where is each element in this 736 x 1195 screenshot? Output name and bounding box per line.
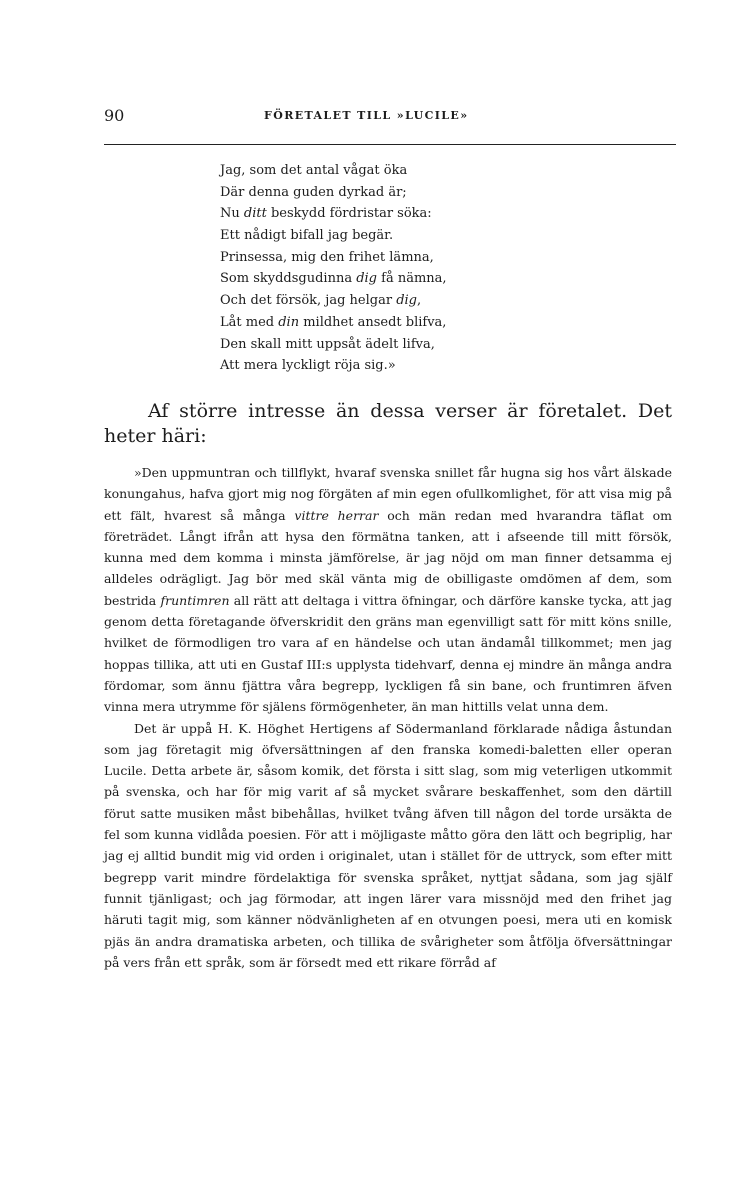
poem-line: Som skyddsgudinna dig få nämna,: [220, 271, 447, 287]
poem-line: Nu ditt beskydd fördristar söka:: [220, 206, 432, 222]
intro-paragraph: Af större intresse än dessa verser är företalet. Det heter häri:: [104, 400, 672, 447]
running-head: FÖRETALET TILL »LUCILE»: [264, 109, 469, 122]
poem-line: Låt med din mildhet ansedt blifva,: [220, 314, 447, 330]
poem-line: Den skall mitt uppsåt ädelt lifva,: [220, 336, 435, 352]
body-paragraph: Det är uppå H. K. Höghet Hertigens af Södermanland förklarade nådiga åstundan som jag företagit mig öfversättningen af den franska komedi-baletten eller operan Lucile. Detta arbete är, såsom komik, det första i sitt slag, som mig veterligen utkommit på svenska, och har för mig varit af så mycket svårare beskaffenhet, som den därtill förut satte musiken måst bibehållas, hvilket tvång äfven till någon del torde ursäkta de fel som kunna vidlåda poesien. För att i möjligaste måtto göra den lätt och begriplig, har jag ej alltid bundit mig vid orden i originalet, utan i stället för de uttryck, som efter mitt begrepp varit mindre fördelaktiga för svenska språket, nyttjat sådana, som jag själf funnit tjänligast; och jag förmodar, att ingen lärer vara missnöjd med den frihet jag häruti tagit mig, som känner nödvänligheten af en otvungen poesi, mera uti en komisk pjäs än andra dramatiska arbeten, och tillika de svårigheter som åtfölja öfversättningar på vers från ett språk, som är försedt med ett rikare förråd af: [104, 720, 672, 970]
poem-line: Och det försök, jag helgar dig,: [220, 293, 422, 309]
poem-line: Prinsessa, mig den frihet lämna,: [220, 249, 434, 265]
preface-text: [104, 462, 672, 973]
poem-line: Där denna guden dyrkad är;: [220, 184, 407, 200]
poem-line: Jag, som det antal vågat öka: [220, 163, 408, 178]
page-header: [104, 106, 676, 130]
page-number: 90: [104, 106, 125, 125]
header-rule: [104, 144, 676, 145]
poem-stanza: [220, 160, 447, 377]
body-paragraph: »Den uppmuntran och tillflykt, hvaraf svenska snillet får hugna sig hos vårt älskade konungahus, hafva gjort mig nog förgäten af min egen ofullkomlighet, för att visa mig på ett fält, hvarest så många vittre herrar och män redan med hvarandra täflat om företrädet. Långt ifrån att hysa den förmätna tanken, att i afseende till mitt försök, kunna med dem komma i minsta jämförelse, är jag nöjd om man finner detsamma ej alldeles odrägligt. Jag bör med skäl vänta mig de obilligaste omdömen af dem, som bestrida fruntimren all rätt att deltaga i vittra öfningar, och därföre kanske tycka, att jag genom detta företagande öfverskridit den gräns man egenvilligt satt för mitt köns snille, hvilket de förmodligen tro vara af en händelse och utan ändamål tillkommet; men jag hoppas tillika, att uti en Gustaf III:s upplysta tidehvarf, denna ej mindre än många andra fördomar, som ännu fjättra våra begrepp, lyckligen få sin bane, och fruntimren äfven vinna mera utrymme för själens förmögenheter, än man hittills velat unna dem.: [104, 465, 673, 715]
poem-line: Att mera lyckligt röja sig.»: [220, 358, 396, 374]
poem-line: Ett nådigt bifall jag begär.: [220, 228, 394, 244]
